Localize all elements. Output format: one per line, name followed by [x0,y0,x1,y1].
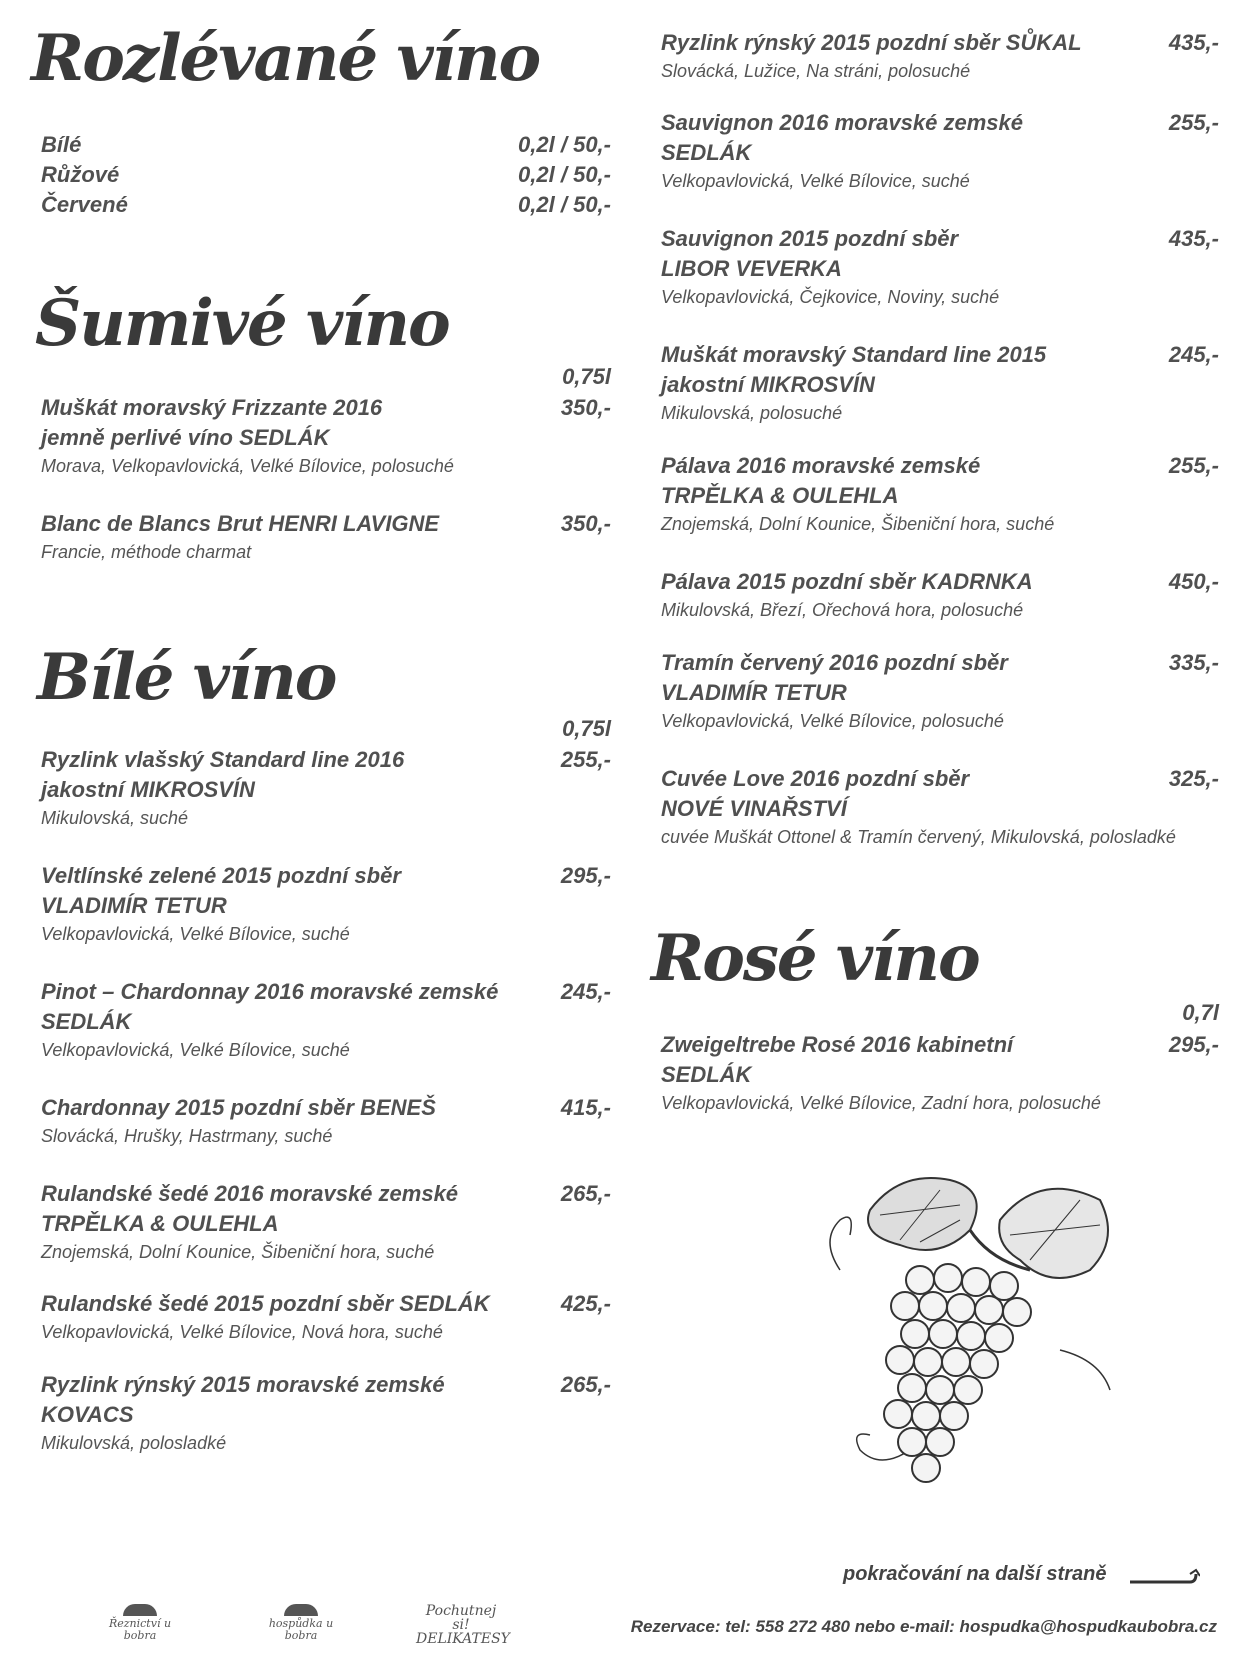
item-producer: jakostní MIKROSVÍN [661,372,875,397]
menu-item [41,1093,611,1149]
item-price: 425,- [560,1291,611,1316]
item-producer: VLADIMÍR TETUR [661,680,847,705]
item-price: 0,2l / 50,- [518,192,611,217]
item-name: Sauvignon 2016 moravské zemské [661,110,1023,135]
item-name: Muškát moravský Standard line 2015 [661,342,1047,367]
item-name: Rulandské šedé 2015 pozdní sběr SEDLÁK [41,1291,490,1316]
item-price: 255,- [560,747,611,772]
menu-item [661,1030,1219,1116]
logo-pochutnej [416,1603,510,1647]
item-description: Velkopavlovická, Velké Bílovice, suché [661,171,970,191]
item-price: 435,- [1168,226,1219,251]
item-description: Znojemská, Dolní Kounice, Šibeniční hora, suché [661,514,1055,534]
item-price: 245,- [1168,342,1219,367]
item-name: Tramín červený 2016 pozdní sběr [661,650,1008,675]
item-description: Francie, méthode charmat [41,542,252,562]
item-producer: KOVACS [41,1402,134,1427]
arrow-right-icon [1128,1568,1200,1588]
menu-item [41,509,611,565]
item-name: Pinot – Chardonnay 2016 moravské zemské [41,979,499,1004]
item-name: Blanc de Blancs Brut HENRI LAVIGNE [41,511,440,536]
item-name: Muškát moravský Frizzante 2016 [41,395,383,420]
menu-item [661,28,1219,84]
volume-label: 0,75l [562,716,611,741]
item-description: Slovácká, Lužice, Na stráni, polosuché [661,61,971,81]
item-description: Velkopavlovická, Velké Bílovice, suché [41,924,350,944]
item-name: Růžové [41,162,120,187]
grapes-illustration [800,1150,1130,1530]
item-price: 295,- [560,863,611,888]
item-name: Ryzlink vlašský Standard line 2016 [41,747,405,772]
menu-item [41,745,611,831]
menu-item [661,224,1219,310]
item-producer: LIBOR VEVERKA [661,256,842,281]
item-price: 350,- [560,395,611,420]
item-description: Mikulovská, polosladké [41,1433,227,1453]
item-price: 335,- [1168,650,1219,675]
item-producer: jemně perlivé víno SEDLÁK [41,425,330,450]
item-name: Rulandské šedé 2016 moravské zemské [41,1181,459,1206]
item-name: Pálava 2016 moravské zemské [661,453,981,478]
menu-item [661,567,1219,623]
item-producer: SEDLÁK [661,140,752,165]
item-description: Morava, Velkopavlovická, Velké Bílovice, polosuché [41,456,454,476]
logo-mark [123,1604,157,1616]
menu-item [41,977,611,1063]
item-producer: SEDLÁK [661,1062,752,1087]
item-producer: NOVÉ VINAŘSTVÍ [661,796,847,821]
contact-info: Rezervace: tel: 558 272 480 nebo e-mail: hospudka@hospudkaubobra.cz [630,1617,1217,1636]
item-producer: TRPĚLKA & OULEHLA [41,1211,279,1236]
item-description: Mikulovská, polosuché [661,403,843,423]
menu-item [41,160,611,190]
menu-item [41,393,611,479]
section-title-bile: Bílé víno [37,640,336,715]
menu-item [661,108,1219,194]
logo-text: Pochutnej si! DELIKATESY [416,1603,510,1647]
item-price: 265,- [560,1181,611,1206]
volume-label: 0,75l [562,364,611,389]
item-name: Zweigeltrebe Rosé 2016 kabinetní [661,1032,1014,1057]
item-description: Velkopavlovická, Velké Bílovice, Zadní hora, polosuché [661,1093,1101,1113]
item-description: Mikulovská, suché [41,808,189,828]
item-price: 415,- [560,1095,611,1120]
item-name: Sauvignon 2015 pozdní sběr [661,226,959,251]
item-price: 325,- [1168,766,1219,791]
section-title-rozlevane: Rozlévané víno [31,21,540,96]
item-price: 295,- [1168,1032,1219,1057]
item-description: Znojemská, Dolní Kounice, Šibeniční hora, suché [41,1242,435,1262]
item-price: 450,- [1168,569,1219,594]
item-producer: TRPĚLKA & OULEHLA [661,483,899,508]
section-title-rose: Rosé víno [651,921,979,996]
section-title-sumive: Šumivé víno [35,286,449,361]
menu-item [41,130,611,160]
volume-label: 0,7l [1182,1000,1219,1025]
continue-note: pokračování na další straně [843,1563,1107,1585]
logo-text: hospůdka u bobra [268,1617,334,1642]
menu-item [41,861,611,947]
item-price: 255,- [1168,110,1219,135]
item-price: 0,2l / 50,- [518,162,611,187]
logo-text: Řeznictví u bobra [108,1617,172,1642]
item-producer: jakostní MIKROSVÍN [41,777,255,802]
menu-item [661,648,1219,734]
logo-mark [284,1604,318,1616]
item-name: Cuvée Love 2016 pozdní sběr [661,766,970,791]
item-price: 245,- [560,979,611,1004]
item-producer: SEDLÁK [41,1009,132,1034]
item-price: 350,- [560,511,611,536]
item-description: cuvée Muškát Ottonel & Tramín červený, Mikulovská, polosladké [661,827,1176,847]
menu-item [41,190,611,220]
item-name: Červené [41,192,128,217]
item-producer: VLADIMÍR TETUR [41,893,227,918]
item-description: Velkopavlovická, Velké Bílovice, polosuché [661,711,1004,731]
item-name: Chardonnay 2015 pozdní sběr BENEŠ [41,1095,436,1120]
menu-item [41,1179,611,1265]
logo-hospudka [266,1604,336,1642]
item-price: 435,- [1168,30,1219,55]
item-description: Mikulovská, Březí, Ořechová hora, polosuché [661,600,1024,620]
menu-item [661,764,1219,850]
item-description: Velkopavlovická, Velké Bílovice, Nová hora, suché [41,1322,443,1342]
menu-item [661,340,1219,426]
item-name: Ryzlink rýnský 2015 pozdní sběr SŮKAL [661,30,1082,55]
menu-item [41,1370,611,1456]
menu-item [661,451,1219,537]
item-price: 255,- [1168,453,1219,478]
item-description: Velkopavlovická, Čejkovice, Noviny, suché [661,287,1000,307]
item-name: Ryzlink rýnský 2015 moravské zemské [41,1372,445,1397]
item-description: Slovácká, Hrušky, Hastrmany, suché [41,1126,333,1146]
item-description: Velkopavlovická, Velké Bílovice, suché [41,1040,350,1060]
item-name: Pálava 2015 pozdní sběr KADRNKA [661,569,1033,594]
item-name: Veltlínské zelené 2015 pozdní sběr [41,863,401,888]
menu-item [41,1289,611,1345]
logo-reznictvi [108,1604,172,1642]
item-name: Bílé [41,132,82,157]
item-price: 0,2l / 50,- [518,132,611,157]
item-price: 265,- [560,1372,611,1397]
